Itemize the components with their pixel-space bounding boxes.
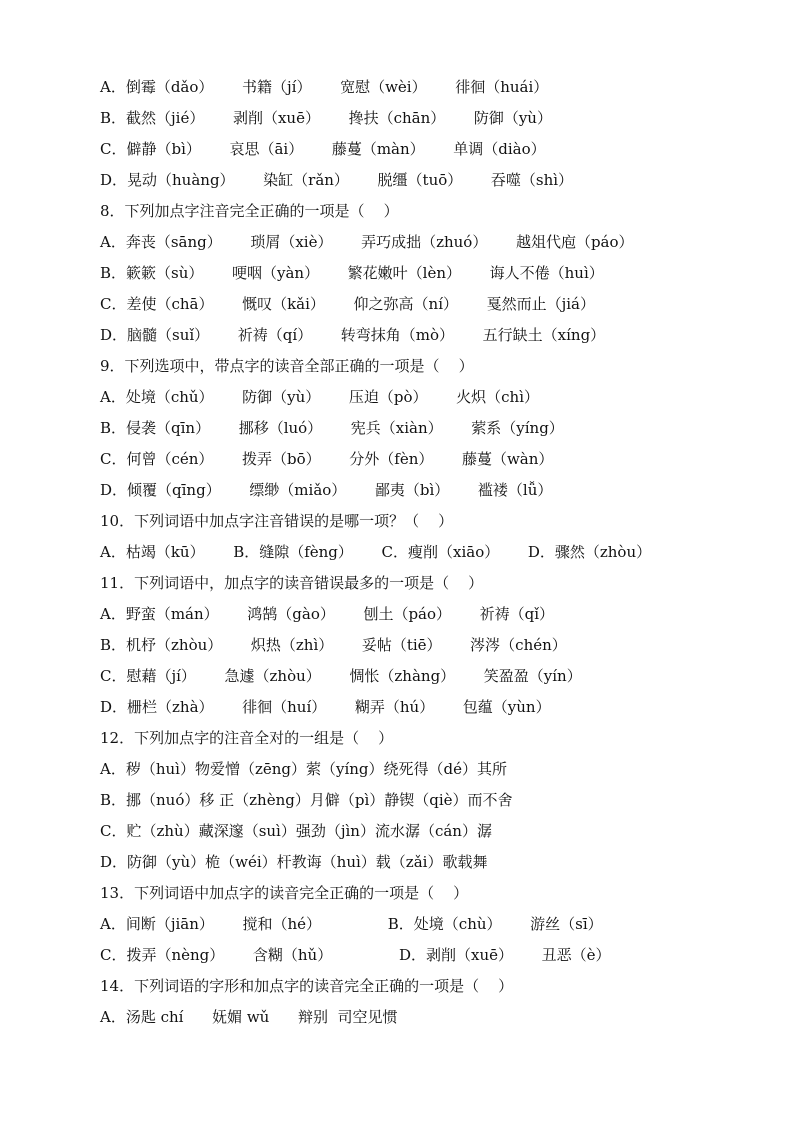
option-line: D．倾覆（qīng） 缥缈（miǎo） 鄙夷（bì） 褴褛（lǚ）: [100, 481, 553, 499]
option-line: C．慰藉（jí） 急遽（zhòu） 惆怅（zhàng） 笑盈盈（yín）: [100, 667, 582, 685]
option-line: B．簌簌（sù） 哽咽（yàn） 繁花嫩叶（lèn） 诲人不倦（huì）: [100, 264, 604, 282]
option-line: A．处境（chǔ） 防御（yù） 压迫（pò） 火炽（chì）: [100, 388, 540, 406]
option-line: C．僻静（bì） 哀思（āi） 藤蔓（màn） 单调（diào）: [100, 140, 546, 158]
question-line: 11．下列词语中，加点字的读音错误最多的一项是（ ）: [100, 574, 484, 592]
question-line: 13．下列词语中加点字的读音完全正确的一项是（ ）: [100, 884, 469, 902]
question-line: 14．下列词语的字形和加点字的读音完全正确的一项是（ ）: [100, 977, 514, 995]
option-line: D．防御（yù）桅（wéi）杆教诲（huì）载（zǎi）歌载舞: [100, 853, 488, 871]
option-line: C．差使（chā） 慨叹（kǎi） 仰之弥高（ní） 戛然而止（jiá）: [100, 295, 595, 313]
option-line: A．间断（jiān） 搅和（hé） B．处境（chù） 游丝（sī）: [100, 915, 603, 933]
option-line: C．贮（zhù）藏深邃（suì）强劲（jìn）流水潺（cán）潺: [100, 822, 492, 840]
question-line: 10．下列词语中加点字注音错误的是哪一项？（ ）: [100, 512, 454, 530]
option-line: C．拨弄（nèng） 含糊（hǔ） D．剥削（xuē） 丑恶（è）: [100, 946, 611, 964]
option-line: B．截然（jié） 剥削（xuē） 搀扶（chān） 防御（yù）: [100, 109, 552, 127]
option-line: C．何曾（cén） 拨弄（bō） 分外（fèn） 藤蔓（wàn）: [100, 450, 554, 468]
question-line: 9．下列选项中，带点字的读音全部正确的一项是（ ）: [100, 357, 474, 375]
option-line: B．挪（nuó）移 正（zhèng）月僻（pì）静锲（qiè）而不舍: [100, 791, 513, 809]
option-line: B．侵袭（qīn） 挪移（luó） 宪兵（xiàn） 萦系（yíng）: [100, 419, 564, 437]
option-line: D．脑髓（suǐ） 祈祷（qí） 转弯抹角（mò） 五行缺土（xíng）: [100, 326, 606, 344]
option-line: D．晃动（huàng） 染缸（rǎn） 脱缰（tuō） 吞噬（shì）: [100, 171, 574, 189]
option-line: D．栅栏（zhà） 徘徊（huí） 糊弄（hú） 包蕴（yùn）: [100, 698, 551, 716]
option-line: A．枯竭（kū） B．缝隙（fèng） C．瘦削（xiāo） D．骤然（zhòu）: [100, 543, 652, 561]
question-line: 8．下列加点字注音完全正确的一项是（ ）: [100, 202, 399, 220]
option-line: A．奔丧（sāng） 琐屑（xiè） 弄巧成拙（zhuó） 越俎代庖（páo）: [100, 233, 634, 251]
option-line: A．秽（huì）物爱憎（zēng）萦（yíng）绕死得（dé）其所: [100, 760, 508, 778]
option-line: A．野蛮（mán） 鸿鹄（gào） 刨土（páo） 祈祷（qǐ）: [100, 605, 555, 623]
option-line: B．机杼（zhòu） 炽热（zhì） 妥帖（tiē） 涔涔（chén）: [100, 636, 567, 654]
option-line: A．汤匙 chí 妩媚 wǔ 辩别 司空见惯: [100, 1008, 398, 1026]
question-line: 12．下列加点字的注音全对的一组是（ ）: [100, 729, 394, 747]
option-line: A．倒霉（dǎo） 书籍（jí） 宽慰（wèi） 徘徊（huái）: [100, 78, 549, 96]
